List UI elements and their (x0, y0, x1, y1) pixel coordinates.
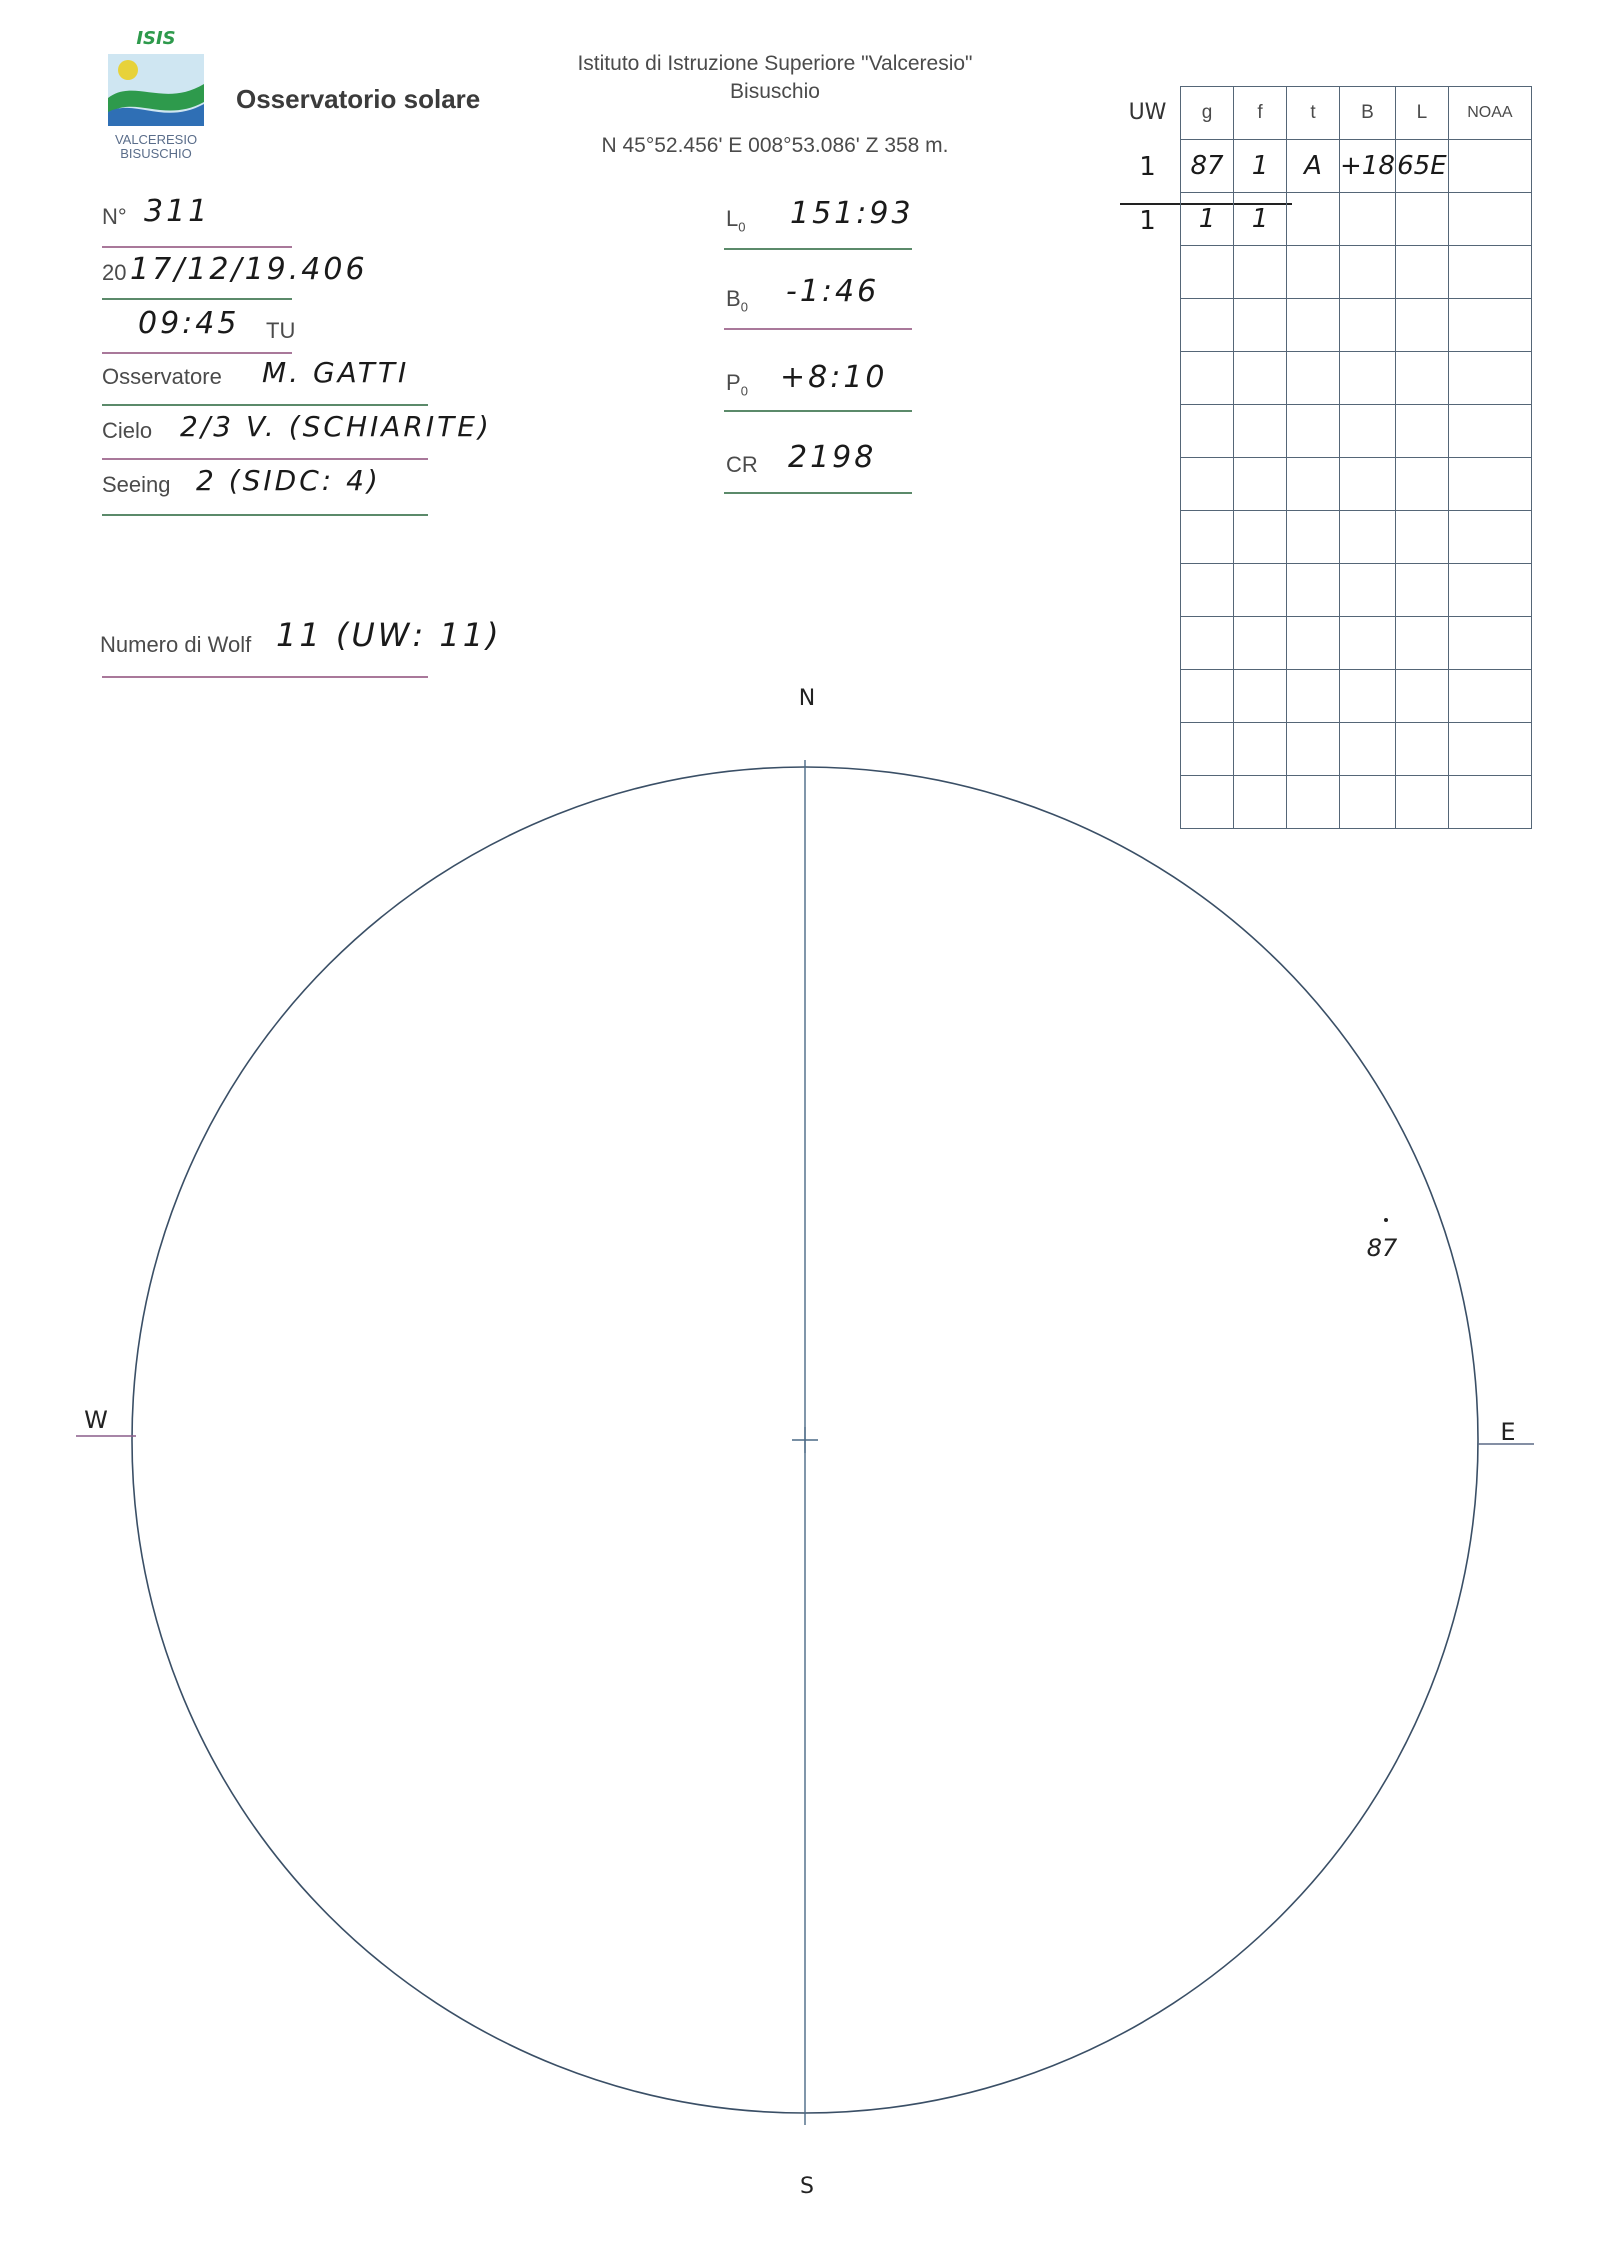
sunspot-group-87 (1384, 1218, 1388, 1222)
p0-label: $P_0$ (726, 370, 748, 399)
observatory-title: Osservatorio solare (236, 84, 481, 114)
sky-value: 2/3 V. (SCHIARITE) (180, 410, 492, 443)
observer-label: Osservatore (102, 364, 222, 389)
time-value: 09:45 (138, 306, 240, 341)
seeing-value: 2 (SIDC: 4) (196, 464, 381, 497)
observer-value: M. GATTI (262, 356, 410, 389)
column-header-b: B (1340, 87, 1396, 140)
institute-name: Istituto di Istruzione Superiore "Valceresio" (577, 52, 973, 75)
column-header-noaa: NOAA (1448, 87, 1531, 140)
table-cell: 1 (1234, 193, 1287, 246)
table-cell: 65E (1395, 140, 1448, 193)
time-unit: TU (266, 318, 296, 343)
column-header-l: L (1395, 87, 1448, 140)
cr-value: 2198 (788, 440, 877, 475)
p0-value: +8:10 (780, 360, 888, 395)
wolf-number-value: 11 (UW: 11) (276, 616, 502, 654)
north-label: N (798, 686, 816, 711)
date-prefix: 20 (102, 260, 127, 285)
seeing-label: Seeing (102, 472, 171, 497)
b0-value: -1:46 (786, 274, 880, 309)
column-header-g: g (1181, 87, 1234, 140)
sky-label: Cielo (102, 418, 153, 443)
table-cell: 1 (1234, 140, 1287, 193)
table-cell: 1 (1181, 193, 1234, 246)
group-label: 87 (1366, 1234, 1398, 1262)
institute-town: Bisuschio (730, 80, 820, 103)
table-cell: 87 (1181, 140, 1234, 193)
date-value: 17/12/19.406 (130, 252, 368, 287)
east-label: E (1500, 1418, 1516, 1446)
column-header-t: t (1287, 87, 1340, 140)
logo-caption-1: VALCERESIO (114, 132, 198, 147)
observatory-coordinates: N 45°52.456' E 008°53.086' Z 358 m. (601, 134, 949, 157)
table-cell: +18 (1340, 140, 1396, 193)
number-label: N° (102, 204, 127, 229)
logo-mark: ISIS (136, 28, 176, 49)
column-header-f: f (1234, 87, 1287, 140)
cr-label: CR (726, 452, 758, 477)
number-value: 311 (144, 194, 211, 229)
uw-value: 1 (1139, 152, 1156, 182)
uw-value: 1 (1139, 206, 1156, 236)
l0-value: 151:93 (790, 196, 914, 231)
uw-header: UW (1128, 100, 1167, 125)
table-cell: A (1287, 140, 1340, 193)
wolf-number-label: Numero di Wolf (100, 632, 252, 657)
l0-label: $L_0$ (726, 206, 746, 235)
b0-label: $B_0$ (726, 286, 748, 315)
south-label: S (800, 2174, 814, 2199)
west-label: W (84, 1406, 108, 1434)
logo-caption-2: BISUSCHIO (120, 146, 192, 161)
